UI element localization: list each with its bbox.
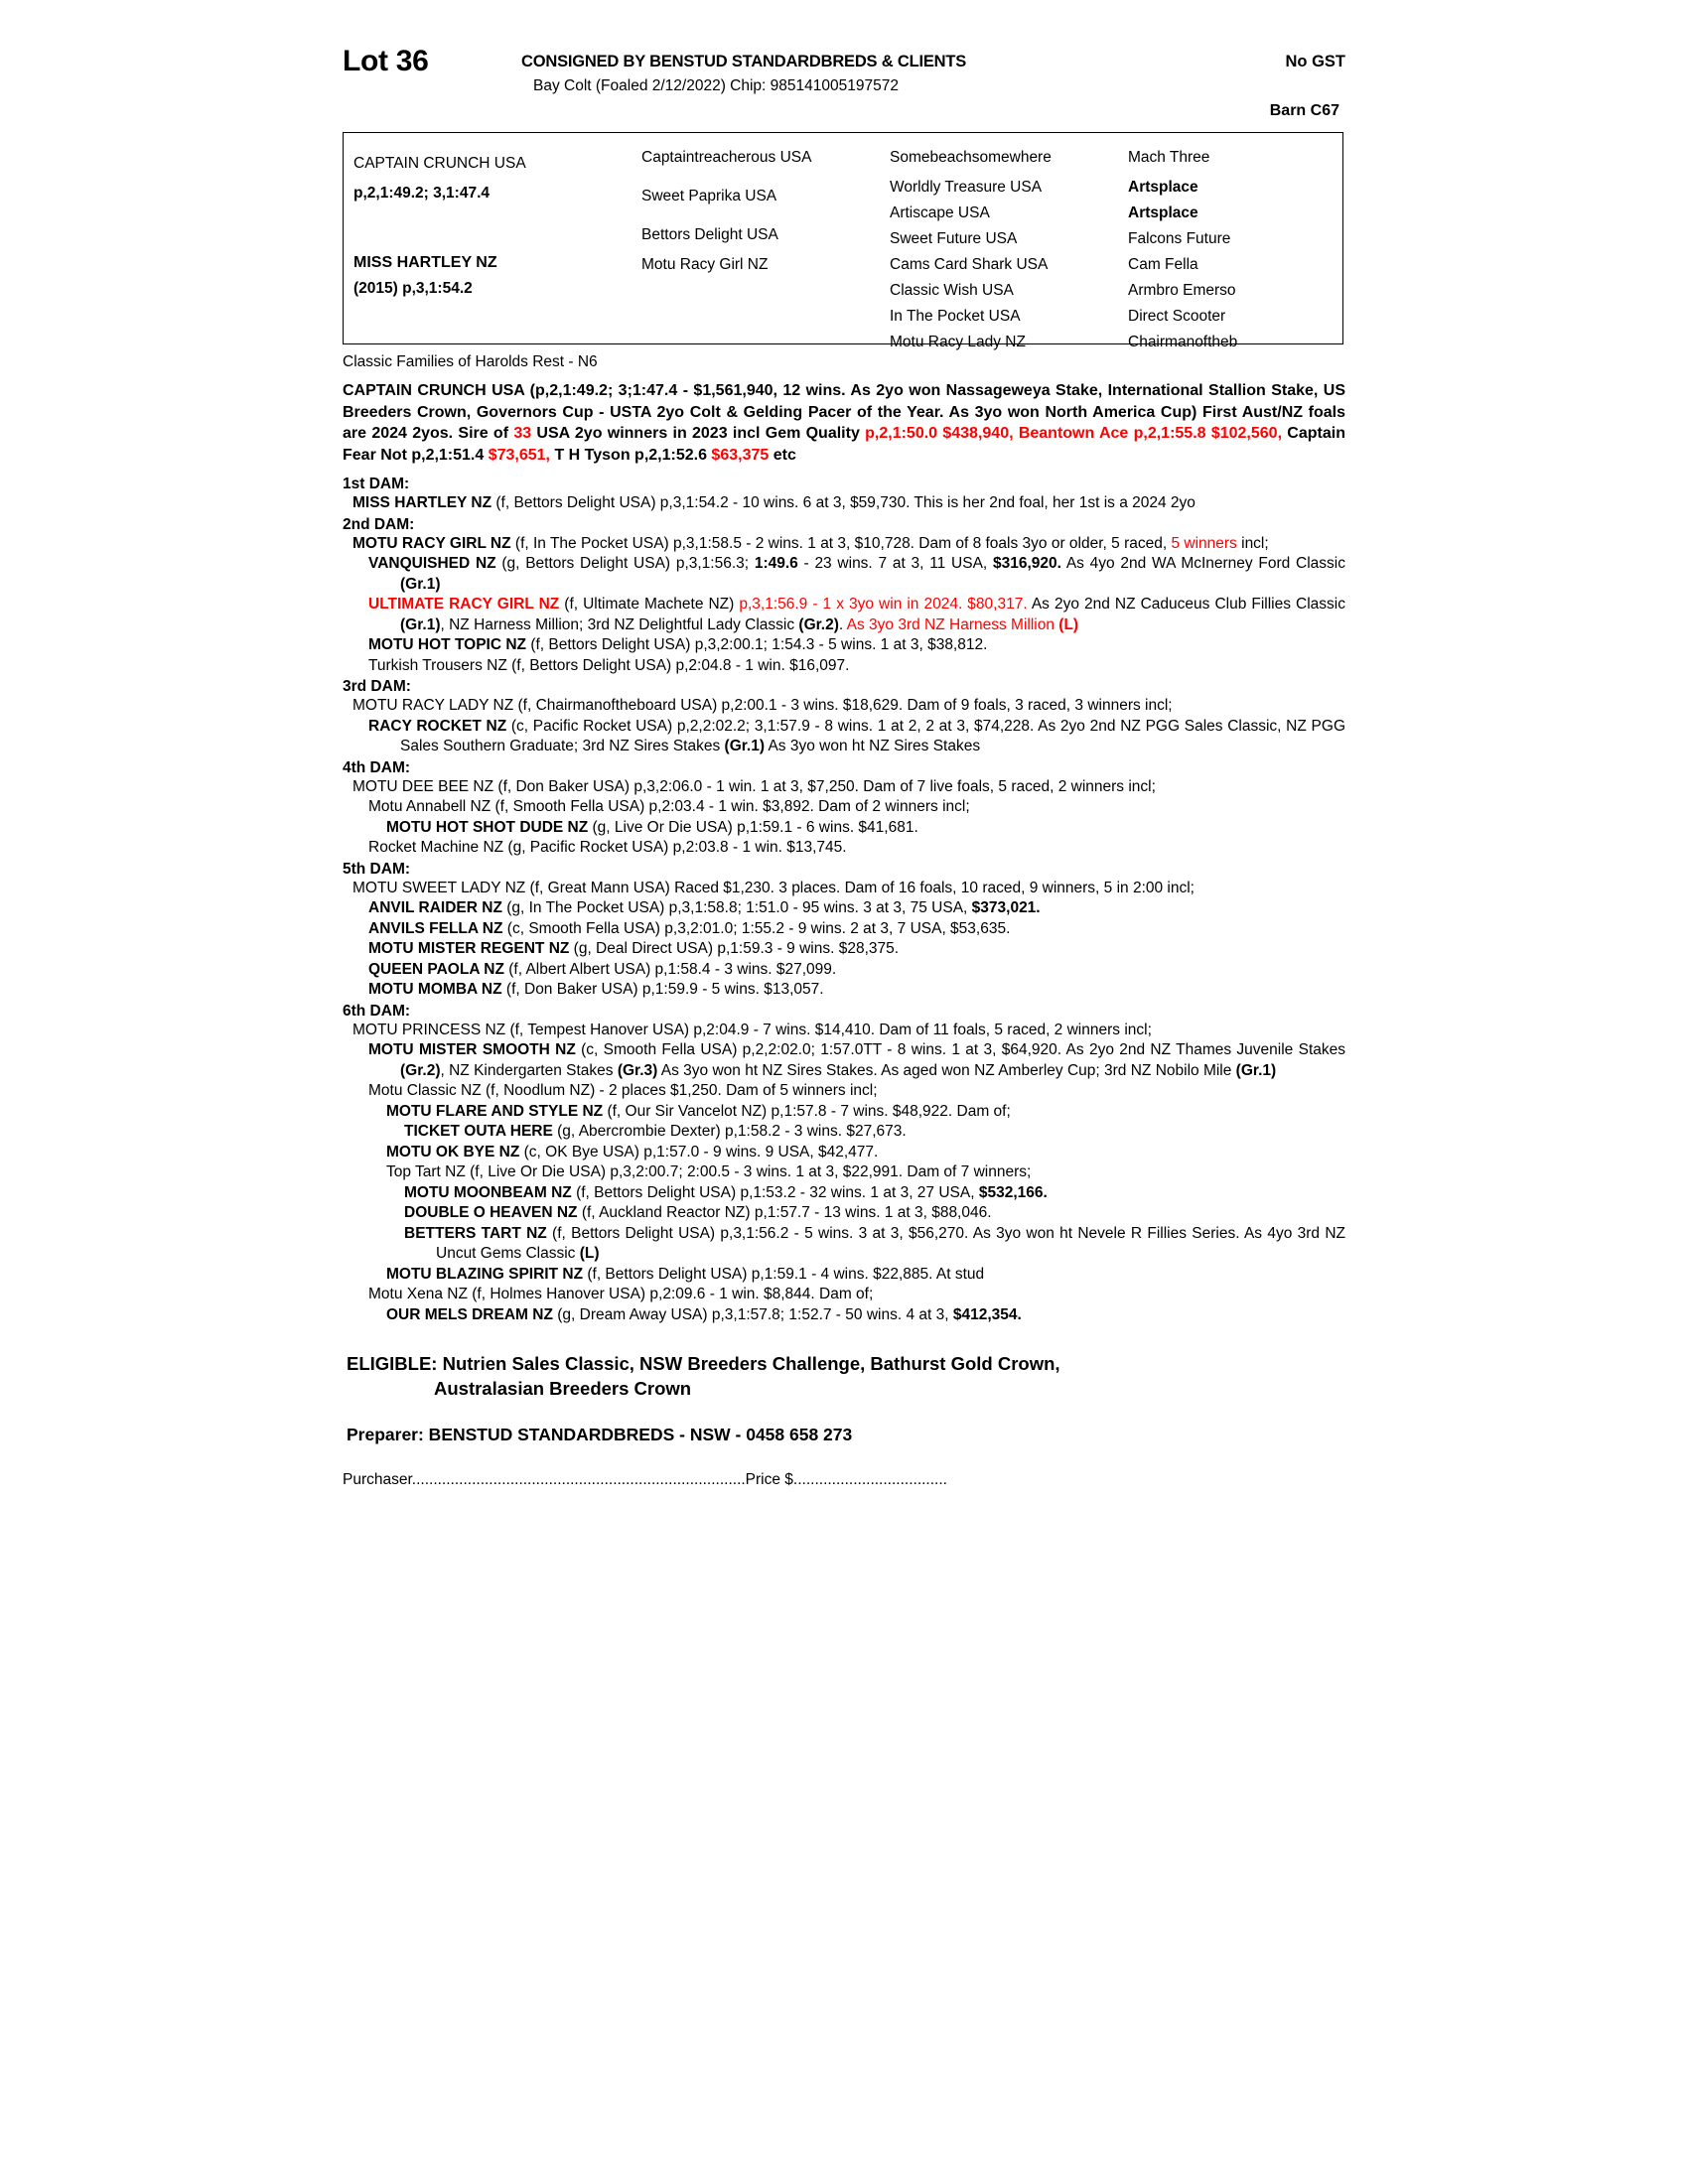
pedigree-entry	[343, 1122, 1345, 1143]
entry-text: MOTU SWEET LADY NZ (f, Great Mann USA) Raced $1,230. 3 places. Dam of 16 foals, 10 raced, 9 winners, 5 in 2:00 incl;	[352, 879, 1195, 896]
pedigree-entry	[343, 1224, 1345, 1265]
sire-summary-part1: CAPTAIN CRUNCH USA (p,2,1:49.2; 3;1:47.4 - $1,561,940, 12 wins. As 2yo won Nassageweya Stake, International Stallion Stake, US Breeders Crown, Governors Cup - USTA 2yo Colt & Gelding Pacer of the Year. As 3yo won North America Cup) First Aust/NZ foals are 2024 2yos. Sire of	[343, 382, 1345, 442]
spacer	[353, 206, 641, 250]
entry-text: (g, Deal Direct USA) p,1:59.3 - 9 wins. $28,375.	[569, 940, 900, 957]
entry-text: MOTU HOT SHOT DUDE NZ	[386, 818, 589, 836]
entry-text: ANVILS FELLA NZ	[368, 919, 503, 937]
entry-text: Top Tart NZ (f, Live Or Die USA) p,3,2:00.7; 2:00.5 - 3 wins. 1 at 3, $22,991. Dam of 7 winners;	[386, 1163, 1032, 1180]
sire-summary-red2: p,2,1:50.0 $438,940, Beantown Ace p,2,1:55.8 $102,560,	[865, 425, 1283, 442]
pedigree-entry	[343, 635, 1345, 656]
entry-text: (g, In The Pocket USA) p,3,1:58.8; 1:51.0 - 95 wins. 3 at 3, 75 USA,	[501, 899, 972, 916]
entry-text: As 3yo 3rd NZ Harness Million	[846, 615, 1059, 633]
pedigree-entry	[343, 717, 1345, 757]
pedigree-col-parents	[353, 133, 641, 343]
horse-description: Bay Colt (Foaled 2/12/2022) Chip: 985141005197572	[533, 77, 899, 94]
entry-text: VANQUISHED NZ	[368, 555, 496, 572]
entry-text: p,3,1:56.9 - 1 x 3yo win in 2024. $80,317.	[739, 596, 1028, 613]
entry-text: As 3yo won ht NZ Sires Stakes	[765, 738, 981, 754]
dam-sections	[343, 476, 1345, 1325]
pedigree-entry	[343, 1285, 1345, 1305]
lot-number: Lot 36	[343, 45, 429, 77]
entry-text: $532,166.	[978, 1183, 1048, 1201]
entry-text: (f, Auckland Reactor NZ) p,1:57.7 - 13 wins. 1 at 3, $88,046.	[577, 1204, 992, 1221]
entry-text: Motu Annabell NZ (f, Smooth Fella USA) p,2:03.4 - 1 win. $3,892. Dam of 2 winners incl;	[368, 798, 970, 815]
pedigree-entry	[343, 1102, 1345, 1123]
pedigree-entry	[343, 1305, 1345, 1326]
sire-name: CAPTAIN CRUNCH USA	[353, 155, 526, 172]
gggp-6: Armbro Emerso	[1128, 282, 1236, 299]
pedigree-entry	[343, 1162, 1345, 1183]
entry-text: ANVIL RAIDER NZ	[368, 899, 502, 916]
pedigree-entry	[343, 1265, 1345, 1286]
entry-text: MOTU MISTER REGENT NZ	[368, 940, 570, 957]
entry-text: As 3yo won ht NZ Sires Stakes. As aged won NZ Amberley Cup; 3rd NZ Nobilo Mile	[657, 1061, 1236, 1079]
sire-summary-red3: $73,651,	[488, 446, 550, 464]
page-content	[343, 45, 1345, 1489]
entry-text: (g, Abercrombie Dexter) p,1:58.2 - 3 wins. $27,673.	[552, 1123, 907, 1140]
ggp-1: Somebeachsomewhere	[890, 149, 1052, 166]
entry-text: TICKET OUTA HERE	[404, 1123, 553, 1140]
dam-heading: 6th DAM:	[343, 1002, 411, 1020]
gggp-7: Direct Scooter	[1128, 308, 1226, 325]
pedigree-entry	[343, 493, 1345, 514]
entry-text: (Gr.1)	[724, 738, 766, 754]
purchaser-line: Purchaser..............................................................................Price $....................................	[343, 1471, 947, 1488]
entry-text: MOTU MOMBA NZ	[368, 981, 502, 998]
sire-summary-part4: T H Tyson p,2,1:52.6	[550, 446, 712, 464]
entry-text: $316,920.	[992, 555, 1061, 572]
entry-text: , NZ Kindergarten Stakes	[440, 1061, 618, 1079]
consignor-line: CONSIGNED BY BENSTUD STANDARDBREDS & CLIENTS	[521, 53, 967, 70]
gggp-5: Cam Fella	[1128, 256, 1198, 273]
gggp-1: Mach Three	[1128, 149, 1210, 166]
entry-text: OUR MELS DREAM NZ	[386, 1305, 553, 1323]
pedigree-entry	[343, 1081, 1345, 1102]
entry-text: .	[838, 615, 847, 633]
pedigree-entry	[343, 1021, 1345, 1041]
entry-text: (c, Smooth Fella USA) p,3,2:01.0; 1:55.2 - 9 wins. 2 at 3, 7 USA, $53,635.	[502, 919, 1011, 937]
entry-text: - 23 wins. 7 at 3, 11 USA,	[797, 555, 993, 572]
pedigree-col-great-grandparents	[890, 133, 1128, 350]
pedigree-entry	[343, 554, 1345, 595]
entry-text: MOTU OK BYE NZ	[386, 1143, 520, 1160]
entry-text: (f, Bettors Delight USA) p,3,2:00.1; 1:54.3 - 5 wins. 1 at 3, $38,812.	[526, 636, 988, 653]
ggp-2: Worldly Treasure USA	[890, 179, 1043, 196]
entry-text: QUEEN PAOLA NZ	[368, 960, 504, 978]
entry-text: (f, Albert Albert USA) p,1:58.4 - 3 wins. $27,099.	[503, 960, 837, 978]
entry-text: (f, Bettors Delight USA) p,3,1:54.2 - 10 wins. 6 at 3, $59,730. This is her 2nd foal, her 1st is a 2024 2yo	[492, 494, 1196, 511]
page-header	[343, 45, 1345, 130]
pedigree-entry	[343, 595, 1345, 635]
pedigree-entry	[343, 1203, 1345, 1224]
sire-summary	[343, 380, 1345, 466]
entry-text: (Gr.2)	[400, 1061, 441, 1079]
pedigree-entry	[343, 939, 1345, 960]
entry-text: As 2yo 2nd NZ Caduceus Club Fillies Classic	[1027, 596, 1345, 613]
pedigree-entry	[343, 838, 1345, 859]
pedigree-col-gg-grandparents	[1128, 133, 1341, 350]
entry-text: 1:49.6	[754, 555, 798, 572]
entry-text: (f, Bettors Delight USA) p,1:53.2 - 32 wins. 1 at 3, 27 USA,	[571, 1183, 979, 1201]
gst-status: No GST	[1285, 53, 1345, 70]
pedigree-entry	[343, 696, 1345, 717]
dam-heading: 5th DAM:	[343, 860, 411, 878]
sire-summary-part3: Captain Fear Not p,2,1:51.4	[343, 425, 1345, 464]
entry-text: Turkish Trousers NZ (f, Bettors Delight USA) p,2:04.8 - 1 win. $16,097.	[368, 656, 850, 674]
entry-text: Motu Xena NZ (f, Holmes Hanover USA) p,2:09.6 - 1 win. $8,844. Dam of;	[368, 1286, 874, 1302]
entry-text: BETTERS TART NZ	[404, 1224, 547, 1242]
entry-text: (f, Bettors Delight USA) p,1:59.1 - 4 wins. $22,885. At stud	[583, 1265, 985, 1283]
entry-text: (g, Live Or Die USA) p,1:59.1 - 6 wins. $41,681.	[588, 818, 918, 836]
family-line: Classic Families of Harolds Rest - N6	[343, 353, 598, 370]
sire-record: p,2,1:49.2; 3,1:47.4	[353, 185, 490, 202]
gggp-4: Falcons Future	[1128, 230, 1231, 247]
entry-text: (Gr.1)	[1235, 1061, 1277, 1079]
entry-text: MOTU RACY GIRL NZ	[352, 534, 511, 552]
pedigree-entry	[343, 898, 1345, 919]
sire-summary-part2: USA 2yo winners in 2023 incl Gem Quality	[531, 425, 866, 442]
entry-text: (c, OK Bye USA) p,1:57.0 - 9 wins. 9 USA, $42,477.	[519, 1143, 879, 1160]
dam-record: (2015) p,3,1:54.2	[353, 280, 473, 297]
grandsire-2: Sweet Paprika USA	[641, 188, 777, 205]
grandsire-1: Captaintreacherous USA	[641, 149, 812, 166]
entry-text: (c, Pacific Rocket USA) p,2,2:02.2; 3,1:57.9 - 8 wins. 1 at 2, 2 at 3, $74,228. As 2yo 2nd NZ PGG Sales Classic, NZ PGG Sales Southern Graduate; 3rd NZ Sires Stakes	[400, 717, 1345, 754]
pedigree-entry	[343, 777, 1345, 798]
sire-summary-part5: etc	[769, 446, 796, 464]
pedigree-entry	[343, 919, 1345, 940]
entry-text: (Gr.1)	[400, 615, 441, 633]
entry-text: (f, In The Pocket USA) p,3,1:58.5 - 2 wins. 1 at 3, $10,728. Dam of 8 foals 3yo or older, 5 raced,	[510, 534, 1172, 552]
entry-text: DOUBLE O HEAVEN NZ	[404, 1204, 578, 1221]
entry-text: As 4yo 2nd WA McInerney Ford Classic	[1060, 555, 1345, 572]
ggp-7: In The Pocket USA	[890, 308, 1021, 325]
entry-text: Rocket Machine NZ (g, Pacific Rocket USA) p,2:03.8 - 1 win. $13,745.	[368, 839, 847, 856]
pedigree-entry	[343, 1143, 1345, 1163]
entry-text: , NZ Harness Million; 3rd NZ Delightful Lady Classic	[440, 615, 799, 633]
pedigree-entry	[343, 1040, 1345, 1081]
pedigree-entry	[343, 534, 1345, 555]
sire-summary-red1: 33	[513, 425, 532, 442]
entry-text: (L)	[1058, 615, 1079, 633]
entry-text: MOTU DEE BEE NZ (f, Don Baker USA) p,3,2:06.0 - 1 win. 1 at 3, $7,250. Dam of 7 live foals, 5 raced, 2 winners incl;	[352, 777, 1156, 795]
entry-text: MISS HARTLEY NZ	[352, 494, 492, 511]
ggp-3: Artiscape USA	[890, 205, 990, 221]
pedigree-entry	[343, 797, 1345, 818]
entry-text: MOTU HOT TOPIC NZ	[368, 636, 527, 653]
entry-text: incl;	[1236, 534, 1269, 552]
entry-text: MOTU PRINCESS NZ (f, Tempest Hanover USA) p,2:04.9 - 7 wins. $14,410. Dam of 11 foals, 5 raced, 2 winners incl;	[352, 1021, 1152, 1038]
barn-number: Barn C67	[1269, 102, 1339, 119]
dam-heading: 2nd DAM:	[343, 515, 415, 533]
grandsire-4: Motu Racy Girl NZ	[641, 256, 769, 273]
entry-text: MOTU MISTER SMOOTH NZ	[368, 1041, 576, 1058]
entry-text: (Gr.3)	[617, 1061, 658, 1079]
ggp-8: Motu Racy Lady NZ	[890, 334, 1026, 350]
pedigree-entry	[343, 960, 1345, 981]
eligible-line1: ELIGIBLE: Nutrien Sales Classic, NSW Breeders Challenge, Bathurst Gold Crown,	[347, 1353, 1060, 1374]
entry-text: MOTU MOONBEAM NZ	[404, 1183, 572, 1201]
entry-text: $412,354.	[952, 1305, 1022, 1323]
entry-text: (f, Don Baker USA) p,1:59.9 - 5 wins. $13,057.	[501, 981, 824, 998]
pedigree-entry	[343, 879, 1345, 899]
pedigree-table	[343, 132, 1343, 350]
entry-text: (Gr.1)	[400, 575, 441, 593]
entry-text: Motu Classic NZ (f, Noodlum NZ) - 2 places $1,250. Dam of 5 winners incl;	[368, 1082, 878, 1099]
pedigree-entry	[343, 1183, 1345, 1204]
entry-text: ULTIMATE RACY GIRL NZ	[368, 596, 560, 613]
entry-text: MOTU BLAZING SPIRIT NZ	[386, 1265, 584, 1283]
entry-text: MOTU RACY LADY NZ (f, Chairmanoftheboard USA) p,2:00.1 - 3 wins. $18,629. Dam of 9 foals, 3 raced, 3 winners incl;	[352, 697, 1173, 714]
entry-text: $373,021.	[971, 899, 1041, 916]
dam-heading: 1st DAM:	[343, 476, 410, 492]
ggp-5: Cams Card Shark USA	[890, 256, 1049, 273]
entry-text: (L)	[579, 1245, 600, 1262]
dam-heading: 4th DAM:	[343, 758, 411, 776]
pedigree-entry	[343, 656, 1345, 677]
entry-text: (f, Ultimate Machete NZ)	[559, 596, 740, 613]
eligible-line2: Australasian Breeders Crown	[434, 1378, 692, 1399]
entry-text: (c, Smooth Fella USA) p,2,2:02.0; 1:57.0TT - 8 wins. 1 at 3, $64,920. As 2yo 2nd NZ Thames Juvenile Stakes	[575, 1041, 1346, 1058]
pedigree-entry	[343, 980, 1345, 1001]
entry-text: 5 winners	[1171, 534, 1237, 552]
grandsire-3: Bettors Delight USA	[641, 226, 778, 243]
pedigree-col-grandparents	[641, 133, 890, 343]
entry-text: MOTU FLARE AND STYLE NZ	[386, 1102, 604, 1120]
gggp-3: Artsplace	[1128, 205, 1198, 221]
entry-text: (g, Bettors Delight USA) p,3,1:56.3;	[495, 555, 755, 572]
entry-text: (f, Our Sir Vancelot NZ) p,1:57.8 - 7 wins. $48,922. Dam of;	[603, 1102, 1011, 1120]
preparer-line: Preparer: BENSTUD STANDARDBREDS - NSW - 0458 658 273	[347, 1425, 853, 1444]
gggp-8: Chairmanoftheb	[1128, 334, 1238, 350]
gggp-2: Artsplace	[1128, 179, 1198, 196]
entry-text: RACY ROCKET NZ	[368, 717, 507, 735]
ggp-4: Sweet Future USA	[890, 230, 1018, 247]
ggp-6: Classic Wish USA	[890, 282, 1014, 299]
eligible-block	[343, 1351, 1345, 1401]
pedigree-entry	[343, 818, 1345, 839]
dam-heading: 3rd DAM:	[343, 678, 411, 695]
entry-text: (g, Dream Away USA) p,3,1:57.8; 1:52.7 - 50 wins. 4 at 3,	[552, 1305, 953, 1323]
dam-name: MISS HARTLEY NZ	[353, 254, 497, 271]
sire-summary-red4: $63,375	[711, 446, 770, 464]
entry-text: (f, Bettors Delight USA) p,3,1:56.2 - 5 wins. 3 at 3, $56,270. As 3yo won ht Nevele R Fillies Series. As 4yo 3rd NZ Uncut Gems Classic	[436, 1224, 1345, 1262]
entry-text: (Gr.2)	[798, 615, 839, 633]
